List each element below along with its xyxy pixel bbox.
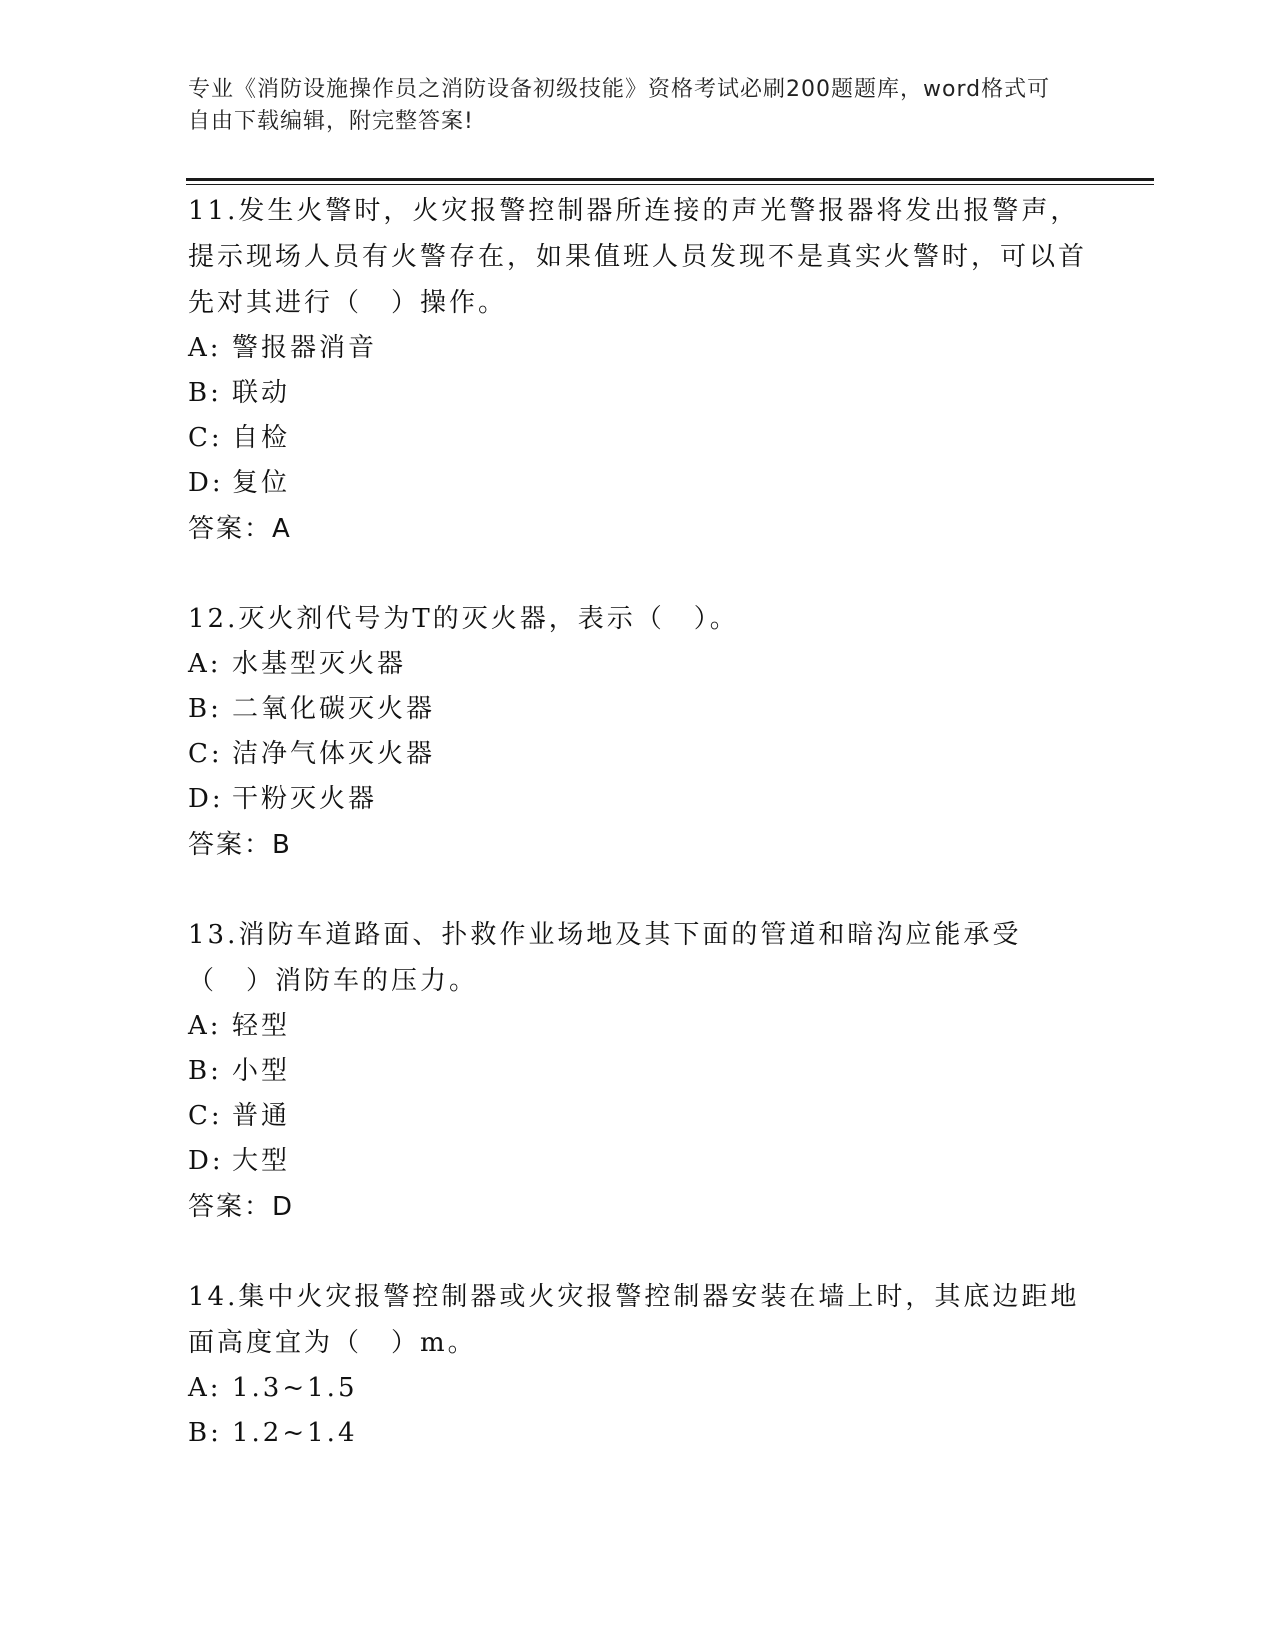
option-b bbox=[188, 371, 1088, 416]
question-stem: 14.集中火灾报警控制器或火灾报警控制器安装在墙上时，其底边距地面高度宜为（ ）m。 bbox=[188, 1282, 1080, 1358]
option-d bbox=[188, 461, 1088, 506]
document-header: 专业《消防设施操作员之消防设备初级技能》资格考试必刷200题题库，word格式可自由下载编辑，附完整答案! bbox=[188, 77, 1051, 134]
option-key: A: bbox=[188, 1011, 222, 1041]
question-13 bbox=[188, 912, 1088, 1230]
option-text: 复位 bbox=[232, 468, 291, 498]
option-key: C: bbox=[188, 739, 223, 769]
option-c bbox=[188, 1094, 1088, 1139]
option-c bbox=[188, 732, 1088, 777]
header-divider-thick bbox=[186, 178, 1154, 181]
option-key: B: bbox=[188, 1418, 222, 1448]
answer-label: 答案：D bbox=[188, 1192, 295, 1222]
option-d bbox=[188, 1139, 1088, 1184]
option-c bbox=[188, 416, 1088, 461]
question-stem: 11.发生火警时，火灾报警控制器所连接的声光警报器将发出报警声，提示现场人员有火警存在，如果值班人员发现不是真实火警时，可以首先对其进行（ ）操作。 bbox=[188, 196, 1088, 318]
answer-label: 答案：B bbox=[188, 830, 292, 860]
question-11 bbox=[188, 188, 1088, 552]
question-stem: 13.消防车道路面、扑救作业场地及其下面的管道和暗沟应能承受（ ）消防车的压力。 bbox=[188, 920, 1022, 996]
option-key: D: bbox=[188, 1146, 224, 1176]
option-b bbox=[188, 1411, 1088, 1456]
option-text: 1.2~1.4 bbox=[232, 1418, 358, 1448]
option-key: C: bbox=[188, 1101, 223, 1131]
question-14 bbox=[188, 1274, 1088, 1456]
option-text: 自检 bbox=[232, 423, 291, 453]
question-list bbox=[188, 188, 1088, 1500]
option-text: 警报器消音 bbox=[232, 333, 378, 363]
option-text: 二氧化碳灭火器 bbox=[232, 694, 436, 724]
option-a bbox=[188, 642, 1088, 687]
option-text: 水基型灭火器 bbox=[232, 649, 407, 679]
option-key: A: bbox=[188, 1373, 222, 1403]
header-divider-thin bbox=[186, 184, 1154, 185]
option-key: A: bbox=[188, 649, 222, 679]
option-text: 普通 bbox=[232, 1101, 291, 1131]
option-text: 轻型 bbox=[232, 1011, 291, 1041]
option-b bbox=[188, 1049, 1088, 1094]
option-text: 联动 bbox=[232, 378, 291, 408]
option-key: B: bbox=[188, 378, 222, 408]
option-d bbox=[188, 777, 1088, 822]
option-text: 干粉灭火器 bbox=[232, 784, 378, 814]
question-stem: 12.灭火剂代号为T的灭火器，表示（ ）。 bbox=[188, 604, 739, 634]
answer-label: 答案：A bbox=[188, 514, 292, 544]
option-text: 小型 bbox=[232, 1056, 291, 1086]
option-key: C: bbox=[188, 423, 223, 453]
option-text: 1.3~1.5 bbox=[232, 1373, 358, 1403]
option-b bbox=[188, 687, 1088, 732]
option-text: 大型 bbox=[232, 1146, 291, 1176]
question-12 bbox=[188, 596, 1088, 868]
option-key: D: bbox=[188, 468, 224, 498]
option-key: A: bbox=[188, 333, 222, 363]
option-key: B: bbox=[188, 1056, 222, 1086]
option-text: 洁净气体灭火器 bbox=[232, 739, 436, 769]
option-a bbox=[188, 1004, 1088, 1049]
option-key: B: bbox=[188, 694, 222, 724]
option-a bbox=[188, 1366, 1088, 1411]
option-key: D: bbox=[188, 784, 224, 814]
option-a bbox=[188, 326, 1088, 371]
